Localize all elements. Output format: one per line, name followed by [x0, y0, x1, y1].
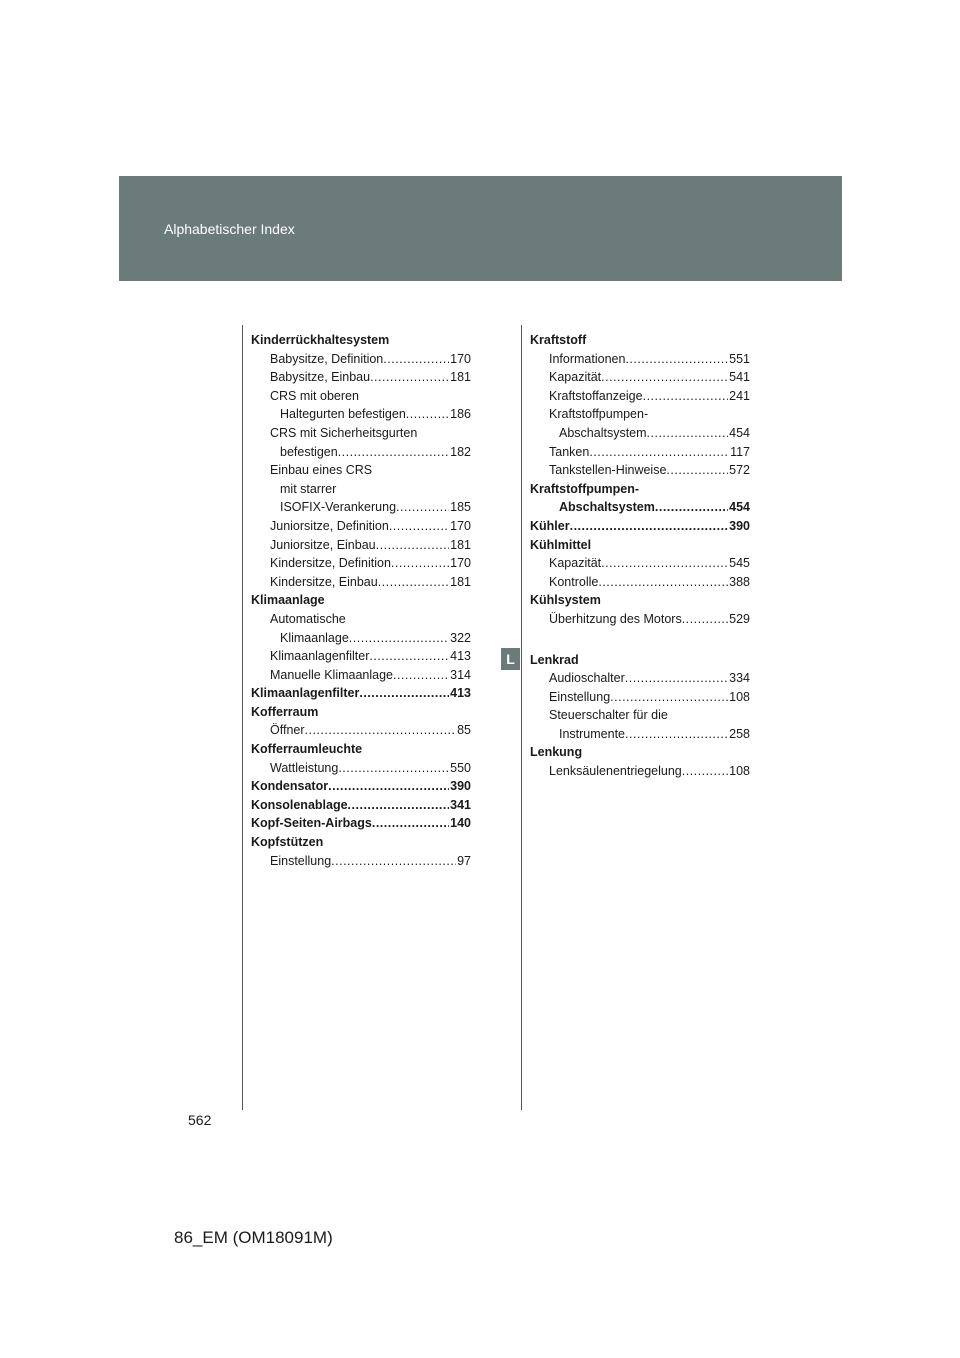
index-term: Kopf-Seiten-Airbags	[251, 816, 372, 831]
dot-leader	[383, 350, 449, 369]
index-term: Kindersitze, Einbau	[270, 574, 378, 589]
page-reference: 334	[729, 671, 750, 686]
page-reference: 117	[730, 444, 750, 459]
dot-leader	[305, 721, 457, 740]
index-term: Klimaanlagenfilter	[251, 686, 360, 701]
index-entry	[251, 350, 471, 369]
dot-leader	[370, 368, 449, 387]
dot-leader	[610, 688, 728, 707]
index-column-right	[530, 331, 750, 781]
dot-leader	[378, 573, 449, 592]
index-term: Kapazität	[549, 370, 602, 385]
index-term: befestigen	[280, 444, 338, 459]
index-term: Tanken	[549, 444, 590, 459]
page-reference: 572	[729, 463, 750, 478]
page-reference: 182	[450, 444, 471, 459]
index-entry	[530, 743, 750, 762]
index-entry	[251, 814, 471, 833]
index-term: Kopfstützen	[251, 835, 324, 850]
dot-leader	[328, 777, 449, 796]
index-term: Steuerschalter für die	[549, 708, 668, 723]
page-reference: 529	[729, 611, 750, 626]
index-term: Kühler	[530, 518, 570, 533]
index-entry	[530, 517, 750, 536]
index-term: Kraftstoffpumpen-	[530, 481, 640, 496]
dot-leader	[348, 796, 450, 815]
page-reference: 551	[729, 351, 750, 366]
index-term: Klimaanlage	[280, 630, 349, 645]
index-term: Lenksäulenentriegelung	[549, 764, 682, 779]
index-term: CRS mit Sicherheitsgurten	[270, 425, 418, 440]
page-number: 562	[188, 1112, 212, 1128]
index-term: Einstellung	[270, 853, 332, 868]
page-reference: 181	[450, 574, 471, 589]
dot-leader	[589, 443, 729, 462]
page-reference: 454	[729, 425, 750, 440]
index-term: Einbau eines CRS	[270, 463, 373, 478]
dot-leader	[369, 647, 449, 666]
page-reference: 170	[450, 556, 471, 571]
index-term: Informationen	[549, 351, 626, 366]
page-reference: 108	[729, 764, 750, 779]
index-term: Babysitze, Einbau	[270, 370, 371, 385]
index-entry	[251, 666, 471, 685]
page-reference: 388	[729, 574, 750, 589]
index-term: Öffner	[270, 723, 305, 738]
dot-leader	[570, 517, 729, 536]
index-entry	[530, 368, 750, 387]
page-reference: 97	[457, 853, 471, 868]
dot-leader	[338, 443, 449, 462]
index-entry	[530, 706, 750, 725]
dot-leader	[625, 725, 728, 744]
page-reference: 258	[729, 726, 750, 741]
dot-leader	[349, 629, 449, 648]
index-entry	[530, 387, 750, 406]
document-code: 86_EM (OM18091M)	[174, 1228, 333, 1247]
index-entry	[251, 368, 471, 387]
dot-leader	[338, 759, 449, 778]
index-entry	[251, 387, 471, 406]
dot-leader	[625, 669, 728, 688]
index-term: Abschaltsystem	[559, 425, 647, 440]
page-reference: 185	[450, 500, 471, 515]
index-term: Klimaanlagenfilter	[270, 649, 370, 664]
spacer	[530, 629, 750, 651]
index-term: Manuelle Klimaanlage	[270, 667, 393, 682]
page-reference: 390	[729, 518, 750, 533]
dot-leader	[389, 517, 449, 536]
dot-leader	[598, 573, 728, 592]
index-entry	[530, 762, 750, 781]
index-entry	[530, 461, 750, 480]
index-term: mit starrer	[280, 481, 337, 496]
index-entry	[530, 554, 750, 573]
page-reference: 314	[450, 667, 471, 682]
index-term: Kraftstoff	[530, 333, 587, 347]
index-entry	[251, 703, 471, 722]
index-entry	[251, 424, 471, 443]
dot-leader	[396, 498, 449, 517]
index-entry	[251, 591, 471, 610]
page-reference: 341	[450, 797, 471, 812]
index-entry	[530, 350, 750, 369]
index-term: Konsolenablage	[251, 797, 348, 812]
index-term: Lenkung	[530, 745, 583, 760]
page-reference: 170	[450, 351, 471, 366]
index-term: CRS mit oberen	[270, 388, 359, 403]
index-term: Klimaanlage	[251, 593, 325, 608]
index-term: Lenkrad	[530, 652, 579, 667]
page-reference: 322	[450, 630, 471, 645]
index-entry	[251, 498, 471, 517]
dot-leader	[331, 852, 456, 871]
page-reference: 390	[450, 779, 471, 794]
page-reference: 181	[450, 537, 471, 552]
dot-leader	[625, 350, 728, 369]
dot-leader	[643, 387, 729, 406]
index-entry	[251, 759, 471, 778]
page-reference: 541	[729, 370, 750, 385]
page-reference: 545	[729, 556, 750, 571]
index-term: Überhitzung des Motors	[549, 611, 682, 626]
middle-divider	[521, 325, 522, 1110]
index-entry	[530, 331, 750, 350]
index-term: Juniorsitze, Einbau	[270, 537, 376, 552]
index-entry	[251, 461, 471, 480]
index-entry	[251, 480, 471, 499]
index-term: Juniorsitze, Definition	[270, 518, 389, 533]
page-reference: 413	[450, 649, 471, 664]
dot-leader	[391, 554, 449, 573]
index-entry	[251, 629, 471, 648]
index-entry	[251, 796, 471, 815]
index-term: Haltegurten befestigen	[280, 407, 406, 422]
index-term: Tankstellen-Hinweise	[549, 463, 667, 478]
index-term: Babysitze, Definition	[270, 351, 384, 366]
index-entry	[251, 517, 471, 536]
index-entry	[251, 554, 471, 573]
index-term: Kühlmittel	[530, 537, 592, 552]
dot-leader	[393, 666, 449, 685]
index-entry	[530, 688, 750, 707]
index-term: Audioschalter	[549, 671, 625, 686]
index-entry	[530, 591, 750, 610]
index-term: Kraftstoffanzeige	[549, 388, 643, 403]
page-reference: 140	[450, 816, 471, 831]
index-term: Kondensator	[251, 779, 329, 794]
index-term: Kraftstoffpumpen-	[549, 407, 649, 422]
index-term: Abschaltsystem	[559, 500, 655, 515]
index-entry	[251, 405, 471, 424]
dot-leader	[682, 610, 728, 629]
index-entry	[530, 424, 750, 443]
index-entry	[251, 647, 471, 666]
index-term: Kühlsystem	[530, 593, 601, 608]
index-term: Wattleistung	[270, 760, 339, 775]
index-entry	[530, 573, 750, 592]
index-term: Kapazität	[549, 556, 602, 571]
index-entry	[251, 536, 471, 555]
page-reference: 85	[457, 723, 471, 738]
page-reference: 413	[450, 686, 471, 701]
index-entry	[251, 684, 471, 703]
dot-leader	[682, 762, 728, 781]
index-entry	[251, 852, 471, 871]
index-column-left	[251, 331, 471, 870]
index-term: Kofferraumleuchte	[251, 742, 363, 757]
index-term: Instrumente	[559, 726, 626, 741]
section-title: Alphabetischer Index	[164, 221, 295, 237]
index-entry	[530, 498, 750, 517]
dot-leader	[601, 368, 728, 387]
page-reference: 170	[450, 518, 471, 533]
page-reference: 241	[729, 388, 750, 403]
index-entry	[530, 669, 750, 688]
page-reference: 454	[729, 500, 750, 515]
index-term: Kindersitze, Definition	[270, 556, 391, 571]
dot-leader	[376, 536, 450, 555]
index-entry	[530, 725, 750, 744]
index-entry	[530, 443, 750, 462]
dot-leader	[406, 405, 449, 424]
index-entry	[251, 721, 471, 740]
index-term: Automatische	[270, 611, 346, 626]
left-divider	[242, 325, 243, 1110]
index-term: Kontrolle	[549, 574, 599, 589]
dot-leader	[359, 684, 449, 703]
index-entry	[251, 833, 471, 852]
index-entry	[530, 405, 750, 424]
index-entry	[251, 331, 471, 350]
dot-leader	[601, 554, 728, 573]
index-entry	[251, 610, 471, 629]
index-entry	[251, 443, 471, 462]
index-entry	[530, 536, 750, 555]
dot-leader	[666, 461, 728, 480]
index-term: Einstellung	[549, 689, 611, 704]
header-bar	[119, 176, 842, 281]
index-entry	[530, 480, 750, 499]
page-reference: 186	[450, 407, 471, 422]
section-tab-letter: L	[501, 648, 520, 670]
index-entry	[530, 610, 750, 629]
dot-leader	[647, 424, 729, 443]
index-entry	[251, 777, 471, 796]
page-reference: 550	[450, 760, 471, 775]
page-reference: 108	[729, 689, 750, 704]
index-entry	[251, 740, 471, 759]
index-entry	[530, 651, 750, 670]
page-reference: 181	[450, 370, 471, 385]
dot-leader	[372, 814, 449, 833]
index-entry	[251, 573, 471, 592]
dot-leader	[655, 498, 728, 517]
index-term: Kinderrückhaltesystem	[251, 333, 390, 347]
index-term: Kofferraum	[251, 704, 319, 719]
index-term: ISOFIX-Verankerung	[280, 500, 397, 515]
